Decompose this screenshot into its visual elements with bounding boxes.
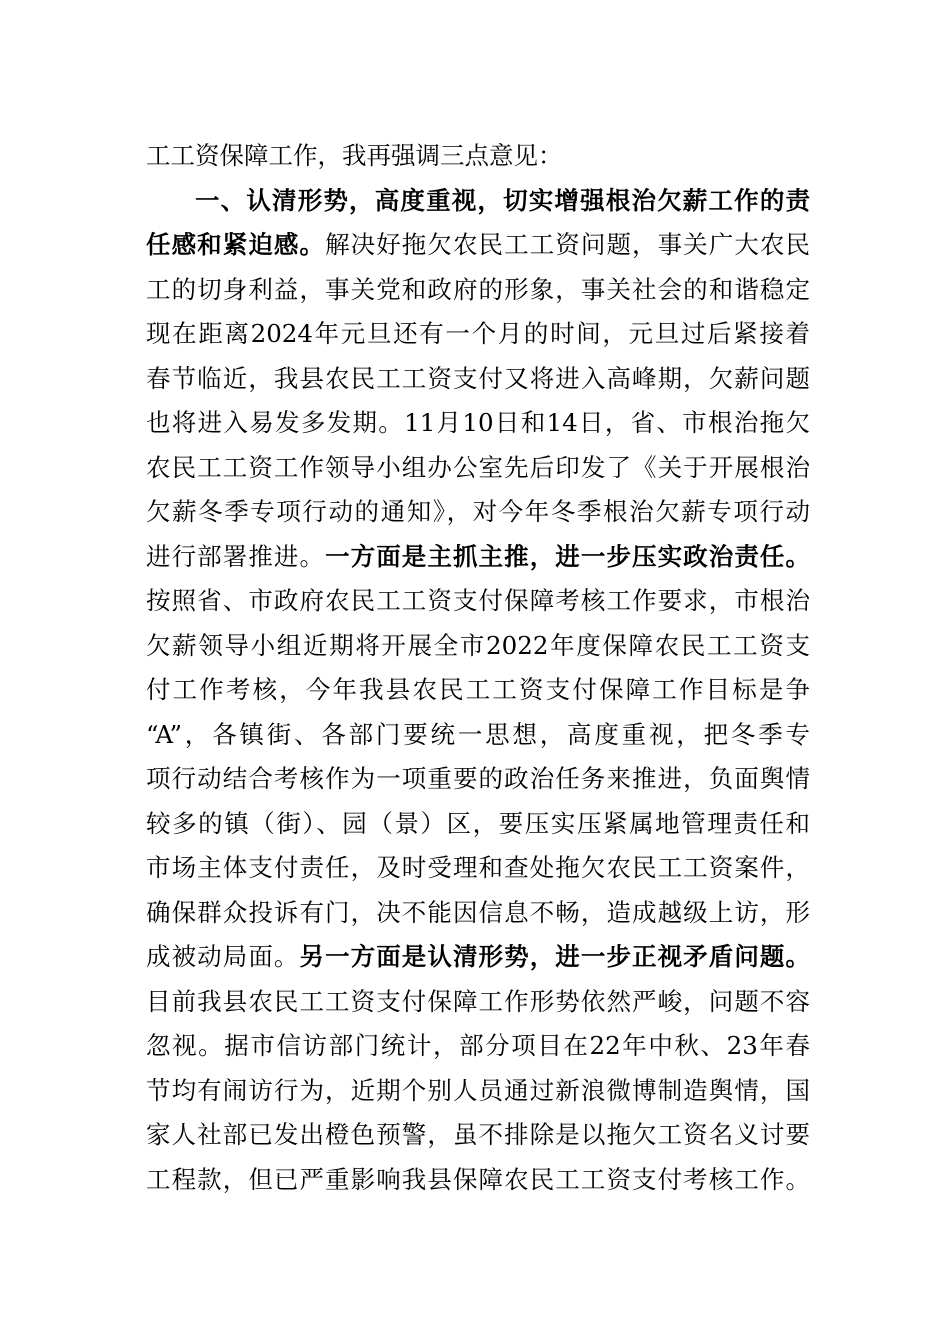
- text-line: [146, 446, 810, 491]
- text-segment: 忽视。据市信访部门统计，部分项目在22年中秋、23年春: [146, 1031, 810, 1060]
- text-line: [146, 891, 810, 936]
- bold-text-segment: 任感和紧迫感。: [146, 230, 326, 259]
- text-line: [146, 1024, 810, 1069]
- text-segment: 也将进入易发多发期。11月10日和14日，省、市根治拖欠: [146, 408, 810, 437]
- text-segment: 节均有闹访行为，近期个别人员通过新浪微博制造舆情，国: [146, 1075, 810, 1105]
- text-line: [146, 757, 810, 802]
- text-line: [146, 490, 810, 535]
- text-line: [146, 223, 810, 268]
- text-segment: 欠薪冬季专项行动的通知》，对今年冬季根治欠薪专项行动: [146, 497, 810, 526]
- text-line: [146, 401, 810, 446]
- text-line: [146, 624, 810, 669]
- text-line: [146, 179, 810, 224]
- text-line: [146, 846, 810, 891]
- body-text: [146, 134, 810, 1202]
- text-line: [146, 668, 810, 713]
- text-line: [146, 935, 810, 980]
- text-segment: 工工资保障工作，我再强调三点意见：: [146, 141, 563, 170]
- text-segment: 较多的镇（街）、园（景）区，要压实压紧属地管理责任和: [146, 808, 810, 838]
- text-segment: 工的切身利益，事关党和政府的形象，事关社会的和谐稳定: [146, 274, 810, 304]
- text-segment: 进行部署推进。: [146, 541, 326, 571]
- text-line: [146, 713, 810, 758]
- text-line: [146, 579, 810, 624]
- text-segment: 工程款，但已严重影响我县保障农民工工资支付考核工作。: [146, 1164, 810, 1194]
- text-segment: 市场主体支付责任，及时受理和查处拖欠农民工工资案件，: [146, 853, 810, 882]
- text-segment: 成被动局面。: [146, 942, 300, 971]
- text-line: [146, 1113, 810, 1158]
- text-segment: 解决好拖欠农民工工资问题，事关广大农民: [325, 230, 811, 259]
- text-segment: 付工作考核，今年我县农民工工资支付保障工作目标是争: [146, 675, 810, 704]
- text-line: [146, 312, 810, 357]
- text-line: [146, 980, 810, 1025]
- text-segment: 确保群众投诉有门，决不能因信息不畅，造成越级上访，形: [146, 897, 810, 927]
- text-line: [146, 535, 810, 580]
- bold-text-segment: 另一方面是认清形势，进一步正视矛盾问题。: [299, 942, 811, 971]
- text-segment: 项行动结合考核作为一项重要的政治任务来推进，负面舆情: [146, 764, 810, 793]
- text-segment: 春节临近，我县农民工工资支付又将进入高峰期，欠薪问题: [146, 363, 810, 393]
- text-line: [146, 268, 810, 313]
- text-segment: 农民工工资工作领导小组办公室先后印发了《关于开展根治: [146, 452, 810, 482]
- bold-text-segment: 一方面是主抓主推，进一步压实政治责任。: [325, 541, 811, 571]
- text-segment: 按照省、市政府农民工工资支付保障考核工作要求，市根治: [146, 586, 810, 615]
- text-line: [146, 1069, 810, 1114]
- text-segment: 目前我县农民工工资支付保障工作形势依然严峻，问题不容: [146, 986, 810, 1016]
- text-line: [146, 1158, 810, 1203]
- text-line: [146, 357, 810, 402]
- bold-text-segment: 一、认清形势，高度重视，切实增强根治欠薪工作的责: [195, 185, 810, 215]
- text-segment: 家人社部已发出橙色预警，虽不排除是以拖欠工资名义讨要: [146, 1120, 810, 1149]
- text-segment: “A”，各镇街、各部门要统一思想，高度重视，把冬季专: [146, 719, 810, 749]
- text-line: [146, 134, 810, 179]
- text-segment: 现在距离2024年元旦还有一个月的时间，元旦过后紧接着: [146, 319, 810, 348]
- text-line: [146, 802, 810, 847]
- text-segment: 欠薪领导小组近期将开展全市2022年度保障农民工工资支: [146, 630, 810, 660]
